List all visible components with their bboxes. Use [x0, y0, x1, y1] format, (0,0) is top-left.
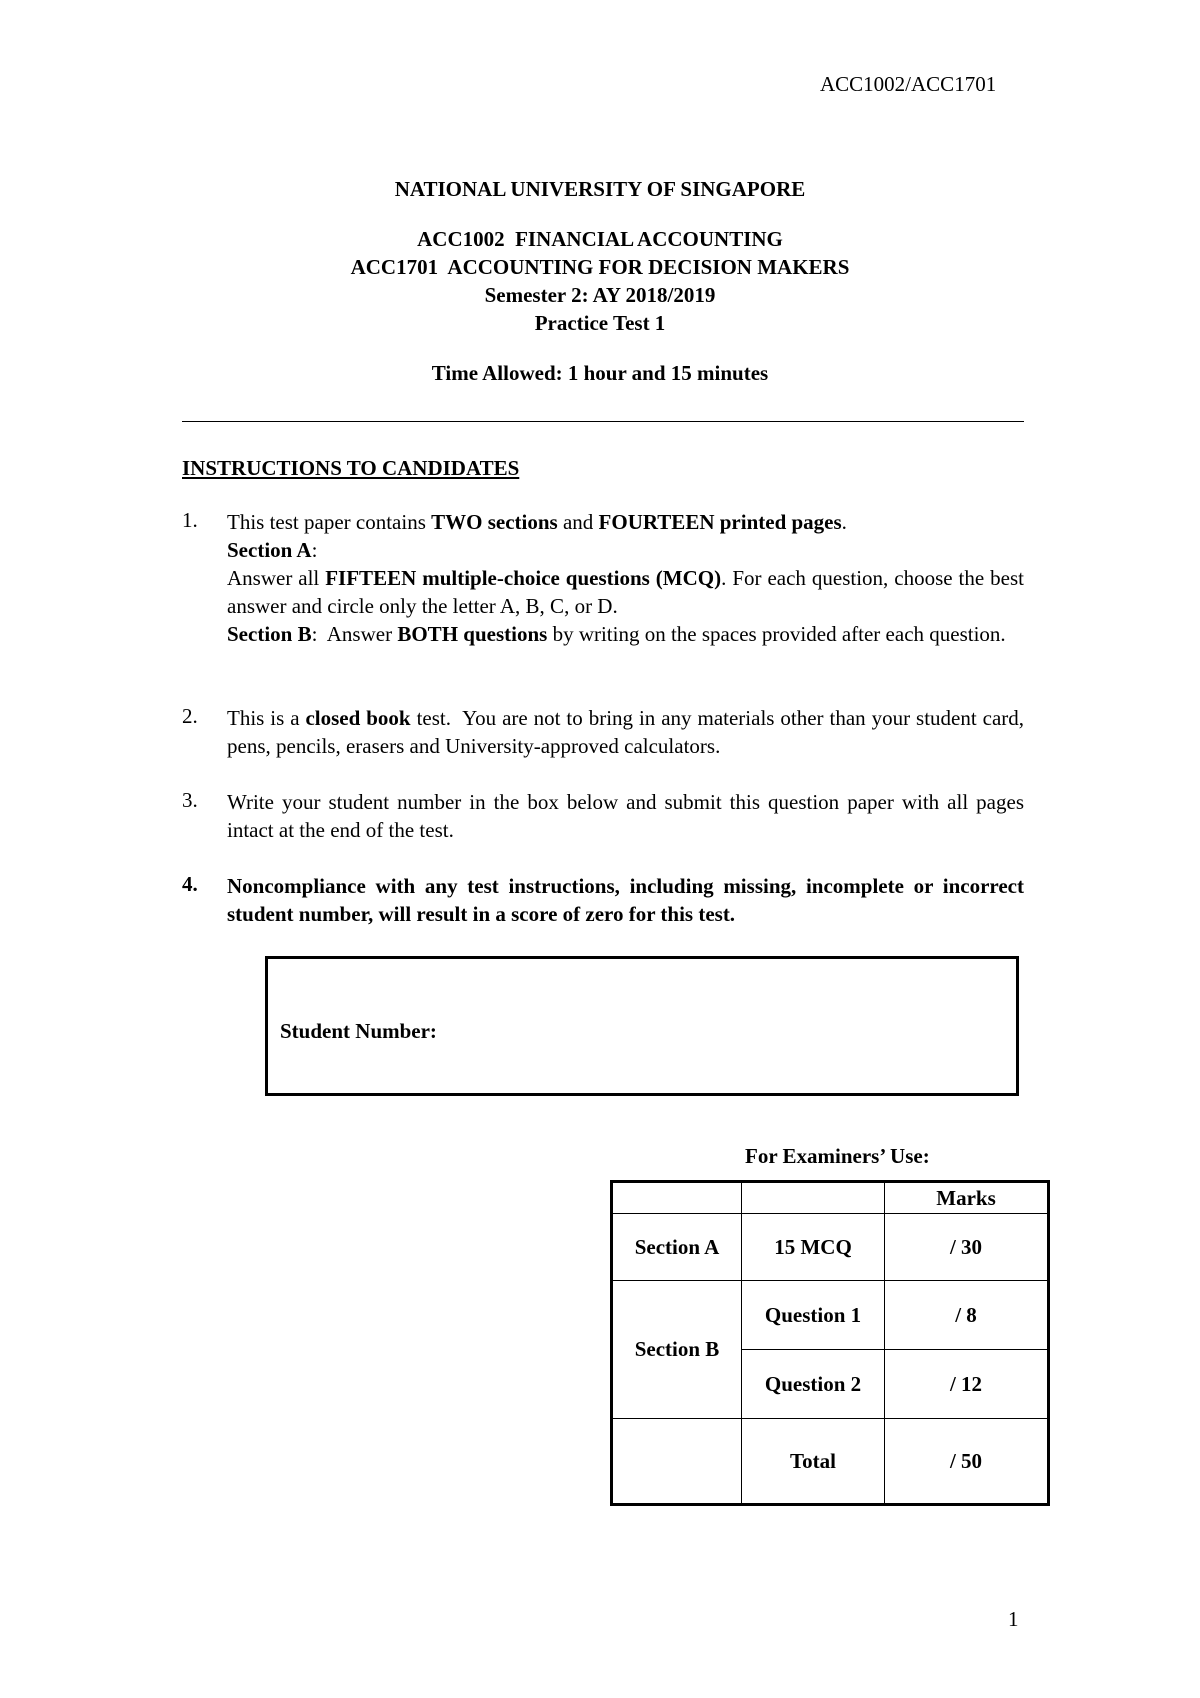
- question-1-label: Question 1: [742, 1281, 885, 1350]
- course-title-2: ACC1701 ACCOUNTING FOR DECISION MAKERS: [350, 255, 850, 279]
- examiners-use-heading: For Examiners’ Use:: [745, 1144, 930, 1168]
- student-number-box[interactable]: [265, 956, 1019, 1096]
- table-cell: [612, 1182, 742, 1214]
- table-row: [612, 1419, 1049, 1505]
- university-name: NATIONAL UNIVERSITY OF SINGAPORE: [394, 177, 806, 201]
- item-number: 3.: [182, 788, 198, 812]
- marks-header: Marks: [885, 1182, 1049, 1214]
- mcq-marks: / 30: [885, 1214, 1049, 1281]
- item1-section-a-text: Answer all FIFTEEN multiple-choice questions (MCQ). For each question, choose the best answer and circle only the letter A, B, C, or D.: [227, 566, 1024, 618]
- item4-text: Noncompliance with any test instructions, including missing, incomplete or incorrect student number, will result in a score of zero for this test.: [227, 874, 1024, 926]
- item1-section-a: Section A:: [227, 538, 318, 562]
- item1-line-a: This test paper contains TWO sections and FOURTEEN printed pages.: [227, 510, 847, 534]
- table-row: [612, 1182, 1049, 1214]
- item1-section-b: Section B: Answer BOTH questions by writing on the spaces provided after each question.: [227, 622, 1006, 646]
- title-block: [0, 175, 1200, 387]
- course-title-1: ACC1002 FINANCIAL ACCOUNTING: [417, 227, 783, 251]
- page-number: 1: [1008, 1607, 1019, 1631]
- instructions-heading: INSTRUCTIONS TO CANDIDATES: [182, 456, 520, 480]
- marks-table: [610, 1180, 1050, 1506]
- table-cell: [612, 1419, 742, 1505]
- table-row: [612, 1281, 1049, 1350]
- test-name: Practice Test 1: [534, 311, 666, 335]
- item-number: 2.: [182, 704, 198, 728]
- section-b-label: Section B: [612, 1281, 742, 1419]
- question-2-label: Question 2: [742, 1350, 885, 1419]
- total-marks: / 50: [885, 1419, 1049, 1505]
- item-number: 1.: [182, 508, 198, 532]
- divider-rule: [182, 421, 1024, 422]
- item-number: 4.: [182, 872, 198, 896]
- item2-text: This is a closed book test. You are not to bring in any materials other than your student card, pens, pencils, erasers and University-approved calculators.: [227, 706, 1030, 758]
- semester: Semester 2: AY 2018/2019: [484, 283, 716, 307]
- table-cell: [742, 1182, 885, 1214]
- mcq-label: 15 MCQ: [742, 1214, 885, 1281]
- section-a-label: Section A: [612, 1214, 742, 1281]
- total-label: Total: [742, 1419, 885, 1505]
- table-row: [612, 1214, 1049, 1281]
- item3-text: Write your student number in the box below and submit this question paper with all pages intact at the end of the test.: [227, 790, 1024, 842]
- course-codes-header: ACC1002/ACC1701: [820, 72, 997, 96]
- student-number-label: Student Number:: [280, 1019, 437, 1043]
- question-1-marks: / 8: [885, 1281, 1049, 1350]
- question-2-marks: / 12: [885, 1350, 1049, 1419]
- time-allowed: Time Allowed: 1 hour and 15 minutes: [431, 361, 769, 385]
